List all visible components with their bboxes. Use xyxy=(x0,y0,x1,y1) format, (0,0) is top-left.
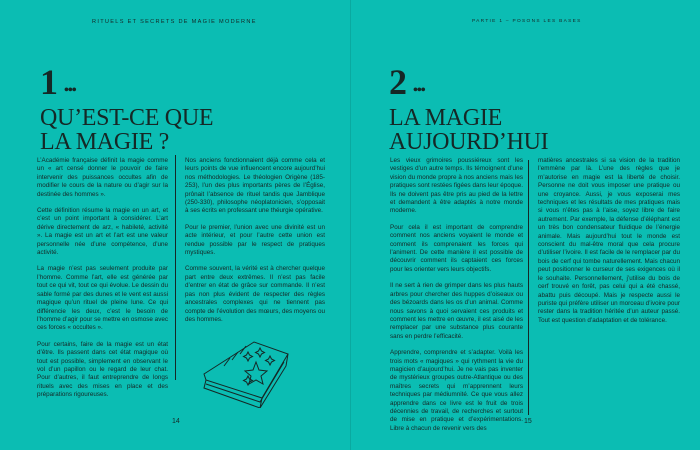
chapter-number xyxy=(40,64,76,109)
paragraph: Cette définition résume la magie en un art, et c’est un point important à considérer. L’art dérive directement de arz, « habileté, activité ». La magie est un art et l’art est une valeur personnelle née d’une compétence, d’une activité. xyxy=(37,207,168,257)
paragraph: Comme souvent, la vérité est à chercher quelque part entre deux extrêmes. Il n’est pas facile d’entrer en état de grâce sur commande. Il n’est pas non plus évident de respecter des règles ancestrales complexes qui ne tiennent pas compte de l’évolution des mœurs, des moyens ou des hommes. xyxy=(185,265,325,323)
text-column-1 xyxy=(390,157,523,441)
title-line: QU’EST-CE QUE xyxy=(40,105,214,131)
title-line: LA MAGIE xyxy=(389,105,502,131)
running-head: RITUELS ET SECRETS DE MAGIE MODERNE xyxy=(92,19,257,25)
chapter-title xyxy=(389,106,548,154)
chapter-marker: ••• xyxy=(64,83,76,98)
chapter-marker: ••• xyxy=(413,83,425,98)
paragraph: Nos anciens fonctionnaient déjà comme cela et leurs points de vue influencent encore aujourd’hui nos méthodologies. Le théologien Origène (185-253), l’un des plus importants pères de l’Église, prônait l’absence de rituel tandis que Jamblique (250-330), philosophe néoplatonicien, s’opposait à ses écrits en professant une théurgie opérative. xyxy=(185,157,325,215)
paragraph: L’Académie française définit la magie comme un « art censé donner le pouvoir de faire intervenir des puissances occultes afin de modifier le cours de la nature ou d’agir sur la destinée des hommes ». xyxy=(37,157,168,198)
paragraph: Pour certains, faire de la magie est un état d’être. Ils passent dans cet état magique où tout est possible, simplement en observant le vol d’un papillon ou le regard de leur chat. Pour d’autres, il faut entreprendre de longs rituels avec des mises en place et des préparations rigoureuses. xyxy=(37,340,168,399)
text-column-1 xyxy=(37,157,168,408)
right-page xyxy=(350,0,700,450)
title-line: AUJOURD’HUI xyxy=(389,129,549,155)
chapter-number xyxy=(389,64,425,109)
chapter-number-text: 2 xyxy=(389,62,407,102)
text-column-2 xyxy=(185,157,325,332)
paragraph: Il ne sert à rien de grimper dans les plus hauts arbres pour chercher des huppes d’oiseaux ou des bézoards dans les os d’un animal. Comme nous savons à quoi servaient ces produits et comment les mettre en œuvre, il est aisé de les remplacer par une substance plus courante sans en perdre l’efficacité. xyxy=(390,282,523,340)
text-column-2 xyxy=(538,157,680,333)
column-rule xyxy=(528,160,529,415)
title-line: LA MAGIE ? xyxy=(40,129,169,155)
paragraph: Pour le premier, l’union avec une divinité est un acte intérieur, et pour l’autre cette union est rendue possible par le respect de pratiques mystiques. xyxy=(185,223,325,257)
chapter-title xyxy=(40,106,213,154)
paragraph: La magie n’est pas seulement produite par l’homme. Comme l’art, elle est générée par tout ce qui vit, tout ce qui évolue. Le dessin du sable formé par des dunes et le vent est aussi magique qu’un rituel de pleine lune. Ce qui différencie les deux, c’est le besoin de l’homme d’agir pour se mettre en osmose avec ces forces « occultes ». xyxy=(37,265,168,332)
page-number: 15 xyxy=(524,418,532,425)
paragraph: Pour cela il est important de comprendre comment nos anciens voyaient le monde et comment ils comprenaient les forces qui l’animent. De cette manière il est possible de découvrir comment ils captaient ces forces pour les orienter vers leurs objectifs. xyxy=(390,223,523,273)
page-number: 14 xyxy=(172,418,180,425)
spellbook-illustration-icon xyxy=(200,338,292,408)
running-head: PARTIE 1 – POSONS LES BASES xyxy=(472,19,582,24)
paragraph: Les vieux grimoires poussiéreux sont les vestiges d’un autre temps. Ils témoignent d’une vision du monde propre à nos anciens mais les pratiques sont restées figées dans leur époque. Ils ne doivent pas être pris au pied de la lettre et demandent à être adaptés à notre monde moderne. xyxy=(390,157,523,215)
paragraph: Apprendre, comprendre et s’adapter. Voilà les trois mots « magiques » qui rythment la vie du magicien d’aujourd’hui. Je ne vais pas inventer de mystérieux groupes outre-Atlantique ou des maîtres secrets qui m’apprennent leurs techniques par médiumnité. Ce que vous allez apprendre dans ce livre est le fruit de trois décennies de travail, de recherches et surtout de mise en pratique et d’expérimentations. Libre à chacun de revenir vers des xyxy=(390,349,523,432)
column-rule xyxy=(175,155,176,380)
paragraph: matières ancestrales si sa vision de la tradition l’emmène par là. L’une des règles que je m’autorise en magie est la liberté de choisir. Personne ne doit vous imposer une pratique ou une croyance. Aussi, je vous exposerai mes techniques et les résultats de mes pratiques mais si vous n’êtes pas à l’aise, soyez libre de faire autrement. Par exemple, la défense d’éléphant est un très bon condensateur fluidique de l’énergie animale. Mais aujourd’hui tout le monde est conscient du mal-être moral que cela procure d’utiliser l’ivoire. Il est facile de le remplacer par du bois de cerf qui tombe naturellement. Mais chacun peut positionner le curseur de ses exigences où il le souhaite. Personnellement, j’utilise du bois de cerf trouvé en forêt, pas celui qui a été chassé, abattu puis découpé. Mais je respecte aussi le puriste qui préfère utiliser un morceau d’ivoire pour rester dans la tradition héritée d’un auteur passé. Tout est question d’adaptation et de tolérance. xyxy=(538,157,680,324)
chapter-number-text: 1 xyxy=(40,62,58,102)
